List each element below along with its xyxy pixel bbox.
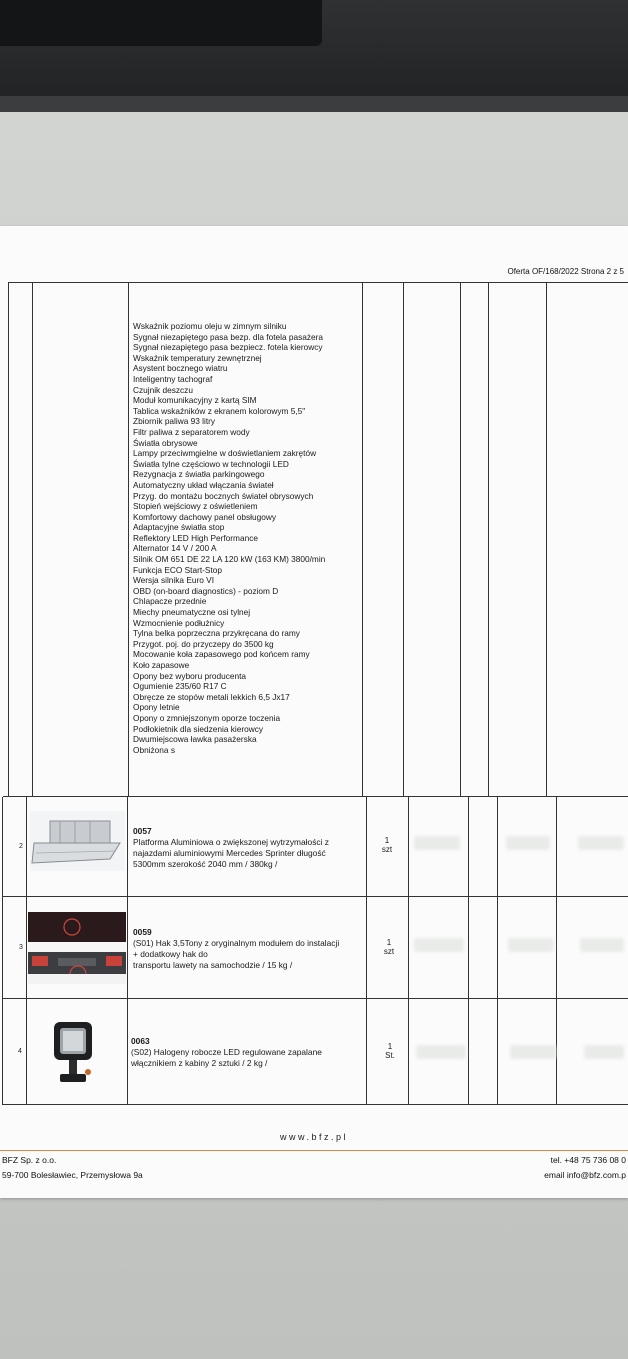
spec-item: Światła obrysowe (133, 437, 198, 448)
spec-item: Wskaźnik temperatury zewnętrznej (133, 352, 262, 363)
table-col-line (468, 797, 469, 1105)
spec-item: Chlapacze przednie (133, 596, 207, 607)
spec-item: Dwumiejscowa ławka pasażerska (133, 734, 257, 745)
footer-divider (0, 1150, 628, 1151)
spec-item: Silnik OM 651 DE 22 LA 120 kW (163 KM) 3800/min (133, 554, 326, 565)
led-work-light-image (50, 1018, 96, 1088)
table-col-line (32, 282, 33, 797)
table-col-line (128, 282, 129, 797)
spec-item: Wskaźnik poziomu oleju w zimnym silniku (133, 321, 287, 331)
footer-contact-info (544, 1153, 626, 1183)
spec-item: Wersja silnika Euro VI (133, 575, 214, 586)
item-desc-line: 5300mm szerokość 2040 mm / 380kg / (133, 859, 278, 869)
table-col-line (556, 797, 557, 1105)
spec-item: Moduł komunikacyjny z kartą SIM (133, 395, 257, 406)
footer-website: www.bfz.pl (279, 1132, 348, 1142)
spec-item: Sygnał niezapiętego pasa bezpiecz. fotela kierowcy (133, 342, 323, 353)
item-description (133, 927, 365, 971)
item-desc-line: włącznikiem z kabiny 2 sztuki / 2 kg / (131, 1058, 268, 1068)
quantity-value: 1 (387, 1042, 393, 1051)
item-desc-line: (S01) Hak 3,5Tony z oryginalnym modułem do instalacji (133, 938, 340, 948)
spec-item: Reflektory LED High Performance (133, 532, 258, 543)
company-phone: tel. +48 75 736 08 0 (550, 1155, 626, 1165)
table-col-line (127, 797, 128, 1105)
quantity-unit: St. (385, 1051, 395, 1060)
specification-list (133, 321, 363, 755)
company-email: email info@bfz.com.p (544, 1170, 626, 1180)
quantity-value: 1 (384, 836, 390, 845)
table-col-line (460, 282, 461, 797)
row-number: 3 (19, 944, 23, 951)
spec-item: Tablica wskaźników z ekranem kolorowym 5,5" (133, 405, 306, 416)
spec-item: Tylna belka poprzeczna przykręcana do ramy (133, 628, 300, 639)
spec-item: Filtr paliwa z separatorem wody (133, 426, 250, 437)
spec-item: Komfortowy dachowy panel obsługowy (133, 511, 276, 522)
spec-item: Koło zapasowe (133, 660, 190, 670)
item-quantity (372, 836, 402, 854)
redacted-price (578, 836, 624, 850)
spec-item: Lampy przeciwmgielne w doświetlaniem zakrętów (133, 448, 317, 459)
item-desc-line: Platforma Aluminiowa o zwiększonej wytrzymałości z (133, 837, 329, 847)
aluminium-platform-image (30, 811, 125, 871)
spec-item: Sygnał niezapiętego pasa bezp. dla fotela pasażera (133, 331, 324, 342)
spec-item: Adaptacyjne światła stop (133, 522, 225, 533)
spec-item: Obniżona s (133, 744, 175, 755)
redacted-price (508, 938, 554, 952)
offer-document-page (0, 226, 628, 1198)
row-number: 4 (18, 1048, 22, 1055)
table-row-line (2, 998, 628, 999)
table-col-line (497, 797, 498, 1105)
table-row-line (2, 1104, 628, 1105)
redacted-price (414, 938, 464, 952)
redacted-price (580, 938, 624, 952)
company-name: BFZ Sp. z o.o. (2, 1155, 57, 1165)
table-col-line (26, 797, 27, 1105)
table-border-left (2, 797, 3, 1105)
spec-item: Funkcja ECO Start-Stop (133, 564, 222, 575)
item-code: 0057 (133, 826, 152, 836)
table-row-line (3, 796, 628, 797)
table-col-line (403, 282, 404, 797)
spec-item: Wzmocnienie podłużnicy (133, 617, 225, 628)
table-col-line (488, 282, 489, 797)
spec-item: Ogumienie 235/60 R17 C (133, 681, 227, 692)
redacted-price (506, 836, 550, 850)
item-desc-line: + dodatkowy hak do (133, 949, 208, 959)
spec-item: Czujnik deszczu (133, 384, 193, 395)
spec-item: Automatyczny układ włączania świateł (133, 479, 274, 490)
spec-item: Przyg. do montażu bocznych świateł obrysowych (133, 490, 314, 501)
spec-item: Światła tylne częściowo w technologii LED (133, 458, 289, 469)
spec-item: Obręcze ze stopów metali lekkich 6,5 Jx17 (133, 691, 290, 702)
spec-item: Stopień wejściowy z oświetleniem (133, 501, 258, 512)
row-number: 2 (19, 843, 23, 850)
table-row-line (8, 282, 628, 283)
quantity-unit: szt (383, 947, 395, 956)
item-quantity (374, 938, 404, 956)
spec-item: Alternator 14 V / 200 A (133, 543, 217, 554)
spec-item: Rezygnacja z światła parkingowego (133, 469, 265, 480)
item-desc-line: transportu lawety na samochodzie / 15 kg / (133, 960, 293, 970)
redacted-price (414, 836, 460, 850)
item-description (133, 826, 365, 870)
item-desc-line: najazdami aluminiowymi Mercedes Sprinter długość (133, 848, 326, 858)
item-desc-line: (S02) Halogeny robocze LED regulowane zapalane (131, 1047, 322, 1057)
page-identifier: Oferta OF/168/2022 Strona 2 z 5 (507, 267, 624, 276)
quantity-unit: szt (381, 845, 393, 854)
redacted-price (416, 1045, 466, 1059)
spec-item: OBD (on-board diagnostics) - poziom D (133, 585, 279, 596)
item-description (131, 1036, 363, 1069)
table-col-line (546, 282, 547, 797)
spec-item: Asystent bocznego wiatru (133, 363, 228, 374)
spec-item: Zbiornik paliwa 93 litry (133, 416, 216, 427)
redacted-price (584, 1045, 624, 1059)
quantity-value: 1 (386, 938, 392, 947)
laptop-screen (0, 0, 322, 46)
item-code: 0059 (133, 927, 152, 937)
company-address: 59-700 Bolesławiec, Przemysłowa 9a (2, 1170, 143, 1180)
spec-item: Mocowanie koła zapasowego pod końcem ramy (133, 649, 310, 660)
table-col-line (366, 797, 367, 1105)
footer-company-info (2, 1153, 143, 1183)
redacted-price (510, 1045, 556, 1059)
spec-item: Podłokietnik dla siedzenia kierowcy (133, 723, 264, 734)
table-row-line (2, 896, 628, 897)
spec-item: Opony o zmniejszonym oporze toczenia (133, 712, 281, 723)
spec-item: Miechy pneumatyczne osi tylnej (133, 607, 251, 618)
spec-item: Inteligentny tachograf (133, 373, 213, 384)
spec-item: Opony letnie (133, 702, 180, 713)
spec-item: Przygot. poj. do przyczepy do 3500 kg (133, 638, 274, 649)
spec-item: Opony bez wyboru producenta (133, 670, 247, 681)
laptop-edge (0, 96, 628, 112)
tow-hook-image (28, 912, 126, 984)
item-quantity (375, 1042, 405, 1060)
item-code: 0063 (131, 1036, 150, 1046)
table-border-left (8, 282, 9, 797)
laptop-background (0, 0, 628, 112)
table-col-line (408, 797, 409, 1105)
